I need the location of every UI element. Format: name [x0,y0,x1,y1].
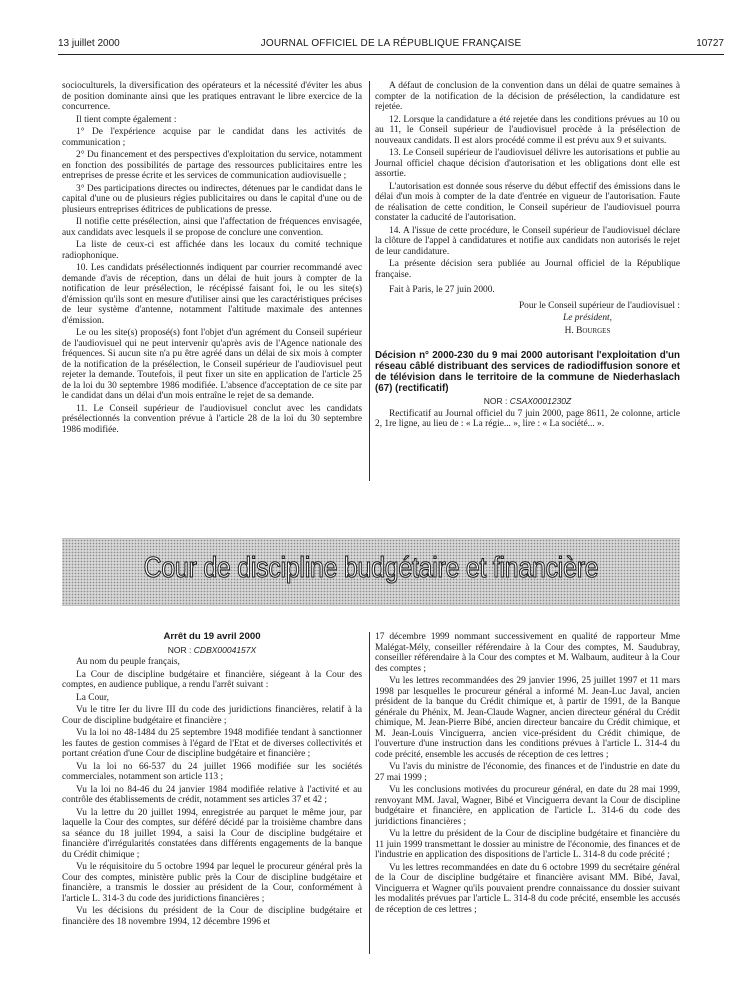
paragraph: Vu les lettres recommandées en date du 6 octobre 1999 du secrétaire général de la Cour de discipline budgétaire et financière avisant MM. Bibé, Javal, Vinciguerra et Wagner qu'ils pouvaient prendre connaissance du dossier suivant les modalités prévues par l'article L. 314-8 du code précité, ensemble les accusés de réception de ces lettres ; [375,862,680,915]
arret-title: Arrêt du 19 avril 2000 [163,631,261,642]
paragraph: Vu la lettre du président de la Cour de discipline budgétaire et financière du 11 juin 1999 transmettant le dossier au ministre de l'économie, des finances et de l'industrie en application des dispositions de l'article L. 314-8 du code précité ; [375,829,680,860]
paragraph: Vu la loi no 84-46 du 24 janvier 1984 modifiée relative à l'activité et au contrôle des établissements de crédit, notamment ses articles 37 et 42 ; [62,784,362,805]
page-header [58,38,724,54]
arret-nor: NOR : CDBX0004157X [167,644,257,655]
page-number: 10727 [696,38,724,49]
section-banner-title: Cour de discipline budgétaire et financière [143,552,599,584]
paragraph: La Cour de discipline budgétaire et financière, siégeant à la Cour des comptes, en audience publique, a rendu l'arrêt suivant : [62,669,362,690]
column-divider [369,81,370,481]
header-rule [58,54,724,55]
decision-nor-code: CSAX0001230Z [509,396,572,406]
paragraph: Le ou les site(s) proposé(s) font l'objet d'un agrément du Conseil supérieur de l'audiovisuel qui ne peut intervenir qu'après avis de l'Agence nationale des fréquences. Si aucun site n'a pu être agréé dans un délai de six mois à compter de la notification de la présélection, le Conseil supérieur de l'audiovisuel peut rejeter la demande. Toutefois, il peut fixer un site en application de l'article 25 de la loi du 30 septembre 1986 modifiée. L'absence d'acceptation de ce site par le candidat dans un délai d'un mois entraîne le rejet de sa demande. [62,328,362,401]
paragraph: 14. A l'issue de cette procédure, le Conseil supérieur de l'audiovisuel déclare la clôture de l'appel à candidatures et notifie aux candidats non autorisés le rejet de leur candidature. [375,225,680,257]
paragraph: socioculturels, la diversification des opérateurs et la nécessité d'éviter les abus de position dominante ainsi que les pratiques entravant le libre exercice de la concurrence. [62,81,362,112]
column-bottom-right [375,632,680,915]
section-banner [62,538,680,606]
paragraph: Vu les conclusions motivées du procureur général, en date du 28 mai 1999, renvoyant MM. Javal, Wagner, Bibé et Vinciguerra devant la Cour de discipline budgétaire et financière, en application de l'article L. 314-6 du code des juridictions financières ; [375,785,680,827]
paragraph: Vu les décisions du président de la Cour de discipline budgétaire et financière des 18 novembre 1994, 12 décembre 1996 et [62,906,362,927]
signature-for: Pour le Conseil supérieur de l'audiovisuel : [518,300,680,311]
paragraph: L'autorisation est donnée sous réserve du début effectif des émissions dans le délai d'un mois à compter de la date d'entrée en vigueur de l'autorisation. Faute de réalisation de cette condition, le Conseil supérieur de l'audiovisuel pourra constater la caducité de l'autorisation. [375,181,680,223]
paragraph: La présente décision sera publiée au Journal officiel de la République française. [375,259,680,280]
rectificatif: Rectificatif au Journal officiel du 7 juin 2000, page 8611, 2e colonne, article 2, 1re ligne, au lieu de : « La régie... », lire : « La société... ». [375,408,680,429]
paragraph: 10. Les candidats présélectionnés indiquent par courrier recommandé avec demande d'avis de réception, dans un délai de huit jours à compter de la notification de leur présélection, le récépissé faisant foi, le ou les site(s) d'émission qu'ils sont en mesure d'utiliser ainsi que les caractéristiques précises de leur système d'antenne, notamment l'altitude maximale des antennes d'émission. [62,263,362,326]
paragraph: La Cour, [76,692,109,703]
column-top-right [375,81,680,430]
decision-nor: NOR : CSAX0001230Z [483,396,572,406]
paragraph: Au nom du peuple français, [76,657,180,667]
column-divider [369,632,370,954]
paragraph: 13. Le Conseil supérieur de l'audiovisuel délivre les autorisations et publie au Journal officiel chaque décision d'autorisation et les obligations dont elle est assortie. [375,148,680,179]
signature-role: Le président, [563,313,612,323]
place-date: Fait à Paris, le 27 juin 2000. [389,285,495,295]
paragraph: Vu les lettres recommandées des 29 janvier 1996, 25 juillet 1997 et 11 mars 1998 par lesquelles le procureur général a informé M. Jean-Luc Javal, ancien président de la banque du Crédit chimique et, à partir de 1991, de la Banque générale du Phénix, M. Jean-Claude Wagner, ancien directeur général du Crédit chimique, M. Jean-Pierre Bibé, ancien directeur bancaire du Crédit chimique, et M. Jean-Louis Vinciguerra, ancien vice-président du Crédit chimique, de l'ouverture d'une instruction dans les conditions prévues à l'article L. 314-4 du code précité, ensemble les accusés de réception de ces lettres ; [375,676,680,760]
paragraph: 11. Le Conseil supérieur de l'audiovisuel conclut avec les candidats présélectionnés la convention prévue à l'article 28 de la loi du 30 septembre 1986 modifiée. [62,403,362,435]
paragraph: Il tient compte également : [76,114,177,125]
paragraph: 3° Des participations directes ou indirectes, détenues par le candidat dans le capital d'une ou de plusieurs régies publicitaires ou dans le capital d'une ou de plusieurs entreprises éditrices de publications de presse. [62,183,362,215]
paragraph: Vu la loi no 66-537 du 24 juillet 1966 modifiée sur les sociétés commerciales, notamment son article 113 ; [62,761,362,782]
paragraph: A défaut de conclusion de la convention dans un délai de quatre semaines à compter de la notification de la décision de présélection, la candidature est rejetée. [375,81,680,112]
paragraph: Vu le réquisitoire du 5 octobre 1994 par lequel le procureur général près la Cour des comptes, ministère public près la Cour de discipline budgétaire et financière, a transmis le dossier au président de la Cour, conformément à l'article L. 314-3 du code des juridictions financières ; [62,862,362,904]
paragraph: 12. Lorsque la candidature a été rejetée dans les conditions prévues au 10 ou au 11, le Conseil supérieur de l'audiovisuel procède à la présélection de nouveaux candidats. Il est alors procédé comme il est prévu aux 9 et suivants. [375,114,680,146]
header-date: 13 juillet 2000 [58,38,120,49]
paragraph: Il notifie cette présélection, ainsi que l'affectation de fréquences envisagée, aux candidats avec lesquels il se propose de conclure une convention. [62,217,362,238]
paragraph: 2° Du financement et des perspectives d'exploitation du service, notamment en fonction des possibilités de partage des ressources publicitaires entre les entreprises de presse écrite et les services de communication audiovisuelle ; [62,150,362,181]
header-title: JOURNAL OFFICIEL DE LA RÉPUBLIQUE FRANÇAISE [260,38,522,49]
paragraph: Vu la lettre du 20 juillet 1994, enregistrée au parquet le même jour, par laquelle la Cour des comptes, sur déféré décidé par la troisième chambre dans sa séance du 18 juillet 1994, a saisi la Cour de discipline budgétaire et financière d'irrégularités constatées dans différents engagements de la banque du Crédit chimique ; [62,807,362,860]
decision-title: Décision n° 2000-230 du 9 mai 2000 autorisant l'exploitation d'un réseau câblé distribuant des services de radiodiffusion sonore et de télévision dans le territoire de la commune de Niederhaslach (67) (rectificatif) [375,350,680,394]
paragraph: 17 décembre 1999 nommant successivement en qualité de rapporteur Mme Malégat-Mély, conseiller référendaire à la Cour des comptes, M. Saudubray, conseiller référendaire à la Cour des comptes et M. Walbaum, auditeur à la Cour des comptes ; [375,632,680,674]
paragraph: La liste de ceux-ci est affichée dans les locaux du comité technique radiophonique. [62,240,362,261]
paragraph: Vu l'avis du ministre de l'économie, des finances et de l'industrie en date du 27 mai 1999 ; [375,762,680,783]
column-top-left [62,81,362,435]
paragraph: 1° De l'expérience acquise par le candidat dans les activités de communication ; [62,127,362,148]
paragraph: Vu la loi no 48-1484 du 25 septembre 1948 modifiée tendant à sanctionner les fautes de gestion commises à l'égard de l'Etat et de diverses collectivités et portant création d'une Cour de discipline budgétaire et financière ; [62,728,362,759]
paragraph: Vu le titre Ier du livre III du code des juridictions financières, relatif à la Cour de discipline budgétaire et financière ; [62,705,362,726]
arret-nor-code: CDBX0004157X [193,644,257,655]
column-bottom-left [62,632,362,927]
signature-name: H. Bourges [564,325,611,336]
